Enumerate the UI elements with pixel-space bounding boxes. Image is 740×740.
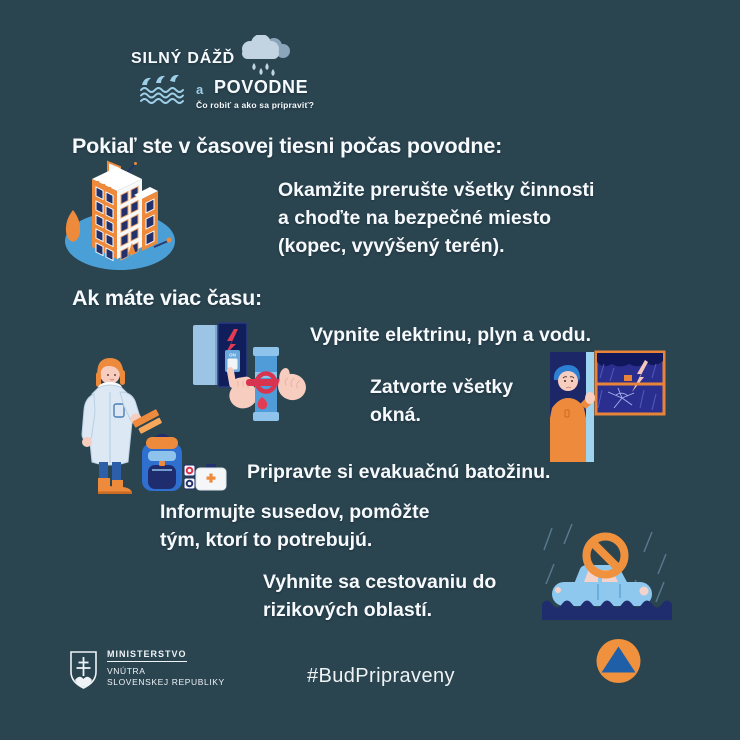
tip-windows-line: okná. (370, 404, 421, 426)
more-time-heading: Ak máte viac času: (72, 286, 263, 310)
tip-utilities: Vypnite elektrinu, plyn a vodu. (310, 324, 591, 346)
tip-neighbors-line: tým, ktorí to potrebujú. (160, 529, 373, 551)
man-closing-window-illustration (544, 348, 668, 466)
car-in-flood-illustration (540, 524, 674, 622)
urgent-text (278, 176, 594, 260)
header-connector: a (196, 82, 204, 97)
tip-travel (263, 568, 496, 624)
urgent-text-line: (kopec, vyvýšený terén). (278, 235, 505, 257)
switch-on-label: ON (229, 352, 236, 358)
tip-windows-line: Zatvorte všetky (370, 376, 514, 398)
hashtag: #BudPripraveny (307, 665, 455, 687)
ministry-text (107, 649, 225, 687)
header-title-line1: SILNÝ DÁŽĎ (131, 50, 235, 67)
tip-neighbors-line: Informujte susedov, pomôžte (160, 501, 430, 523)
power-gas-shutoff-illustration (188, 317, 312, 439)
tip-travel-line: rizikových oblastí. (263, 599, 433, 621)
civil-protection-icon (595, 637, 642, 685)
header-title-line2: POVODNE (214, 77, 309, 97)
ministry-line1: MINISTERSTVO (107, 649, 187, 662)
ministry-line3: SLOVENSKEJ REPUBLIKY (107, 677, 225, 687)
flooded-building-illustration (62, 158, 244, 274)
tip-travel-line: Vyhnite sa cestovaniu do (263, 571, 497, 593)
tip-neighbors (160, 498, 429, 554)
slovak-coat-of-arms-icon (68, 649, 99, 692)
ministry-logo (68, 649, 225, 692)
ministry-line2: VNÚTRA (107, 665, 146, 676)
waves-icon (139, 75, 185, 104)
urgent-text-line: a choďte na bezpečné miesto (278, 207, 552, 229)
header-subtitle: Čo robiť a ako sa pripraviť? (196, 100, 315, 110)
tip-windows (370, 373, 513, 429)
rain-cloud-icon (234, 35, 292, 79)
tip-luggage: Pripravte si evakuačnú batožinu. (247, 461, 551, 483)
urgent-text-line: Okamžite prerušte všetky činnosti (278, 179, 595, 201)
evacuation-bag-illustration (135, 433, 230, 495)
urgent-heading: Pokiaľ ste v časovej tiesni počas povodne: (72, 134, 503, 158)
